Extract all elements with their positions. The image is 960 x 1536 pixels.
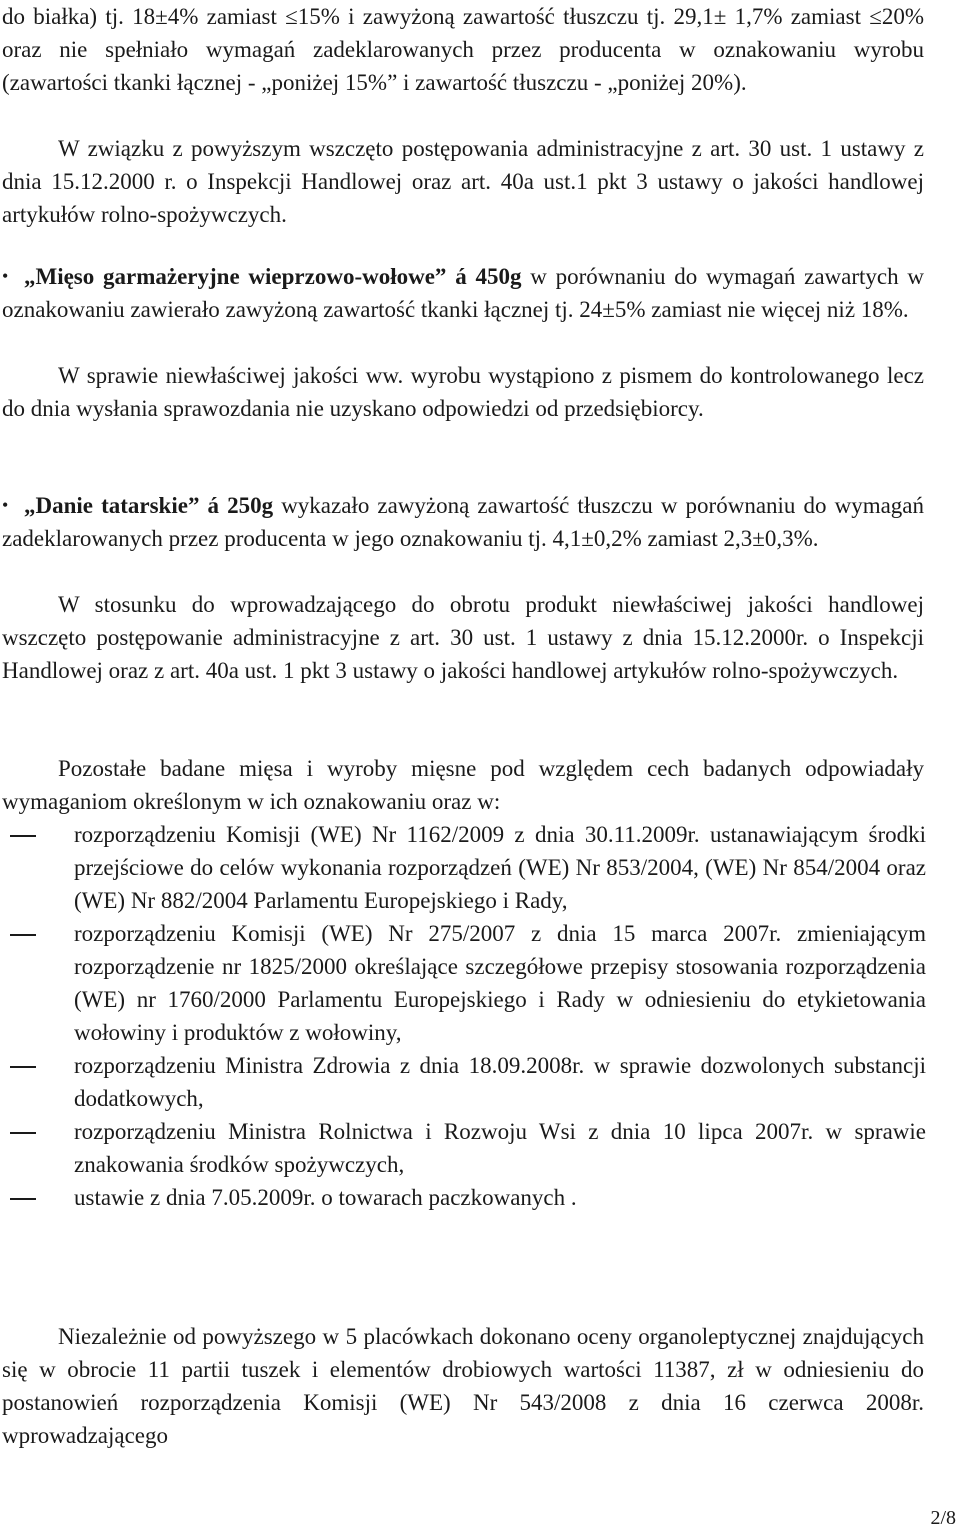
paragraph-fat-content: do białka) tj. 18±4% zamiast ≤15% i zawyżoną zawartość tłuszczu tj. 29,1± 1,7% zamiast ≤20% oraz nie spełniało wymagań zadeklarowanych przez producenta w oznakowaniu wyrobu (zawartości tkanki łącznej - „poniżej 15%” i zawartość tłuszczu - „poniżej 20%). [2,4,924,95]
list-item: ustawie z dnia 7.05.2009r. o towarach paczkowanych . [74,1185,577,1210]
bullet-product-text: w porównaniu do wymagań zawartych w oznakowaniu zawierało zawyżoną zawartość tkanki łącznej tj. 24±5% zamiast nie więcej niż 18%. [2,264,924,322]
regulation-list [2,818,926,1214]
bullet-product-name: „Danie tatarskie” á 250g [24,493,274,518]
list-item: rozporządzeniu Komisji (WE) Nr 275/2007 z dnia 15 marca 2007r. zmieniającym rozporządzenie nr 1825/2000 określające szczegółowe przepisy stosowania rozporządzenia (WE) nr 1760/2000 Parlamentu Europejskiego i Rady w odniesieniu do etykietowania wołowiny i produktów z wołowiny, [74,921,926,1045]
list-item: rozporządzeniu Komisji (WE) Nr 1162/2009 z dnia 30.11.2009r. ustanawiającym środki przejściowe do celów wykonania rozporządzeń (WE) Nr 853/2004, (WE) Nr 854/2004 oraz (WE) Nr 882/2004 Parlamentu Europejskiego i Rady, [74,822,926,913]
page-number: 2/8 [930,1507,956,1529]
paragraph-other-products: Pozostałe badane mięsa i wyroby mięsne pod względem cech badanych odpowiadały wymaganiom określonym w ich oznakowaniu oraz w: [2,756,924,814]
bullet-icon: • [2,495,9,515]
bullet-product-text: wykazało zawyżoną zawartość tłuszczu w porównaniu do wymagań zadeklarowanych przez producenta w jego oznakowaniu tj. 4,1±0,2% zamiast 2,3±0,3%. [2,493,924,551]
paragraph-administrative-proceedings: W związku z powyższym wszczęto postępowania administracyjne z art. 30 ust. 1 ustawy z dnia 15.12.2000 r. o Inspekcji Handlowej oraz art. 40a ust.1 pkt 3 ustawy o jakości handlowej artykułów rolno-spożywczych. [2,136,924,227]
list-item: rozporządzeniu Ministra Rolnictwa i Rozwoju Wsi z dnia 10 lipca 2007r. w sprawie znakowania środków spożywczych, [74,1119,926,1177]
paragraph-meat-followup: W sprawie niewłaściwej jakości ww. wyrobu wystąpiono z pismem do kontrolowanego lecz do dnia wysłania sprawozdania nie uzyskano odpowiedzi od przedsiębiorcy. [2,363,924,421]
bullet-tatar-product [2,489,924,555]
paragraph-tatar-followup: W stosunku do wprowadzającego do obrotu produkt niewłaściwej jakości handlowej wszczęto postępowanie administracyjne z art. 30 ust. 1 ustawy z dnia 15.12.2000r. o Inspekcji Handlowej oraz z art. 40a ust. 1 pkt 3 ustawy o jakości handlowej artykułów rolno-spożywczych. [2,592,924,683]
list-item: rozporządzeniu Ministra Zdrowia z dnia 18.09.2008r. w sprawie dozwolonych substancji dodatkowych, [74,1053,926,1111]
bullet-product-name: „Mięso garmażeryjne wieprzowo-wołowe” á 450g [24,264,522,289]
paragraph-organoleptic-assessment: Niezależnie od powyższego w 5 placówkach dokonano oceny organoleptycznej znajdujących się w obrocie 11 partii tuszek i elementów drobiowych wartości 11387, zł w odniesieniu do postanowień rozporządzenia Komisji (WE) Nr 543/2008 z dnia 16 czerwca 2008r. wprowadzającego [2,1324,924,1448]
bullet-icon: • [2,266,9,286]
bullet-meat-product [2,260,924,326]
